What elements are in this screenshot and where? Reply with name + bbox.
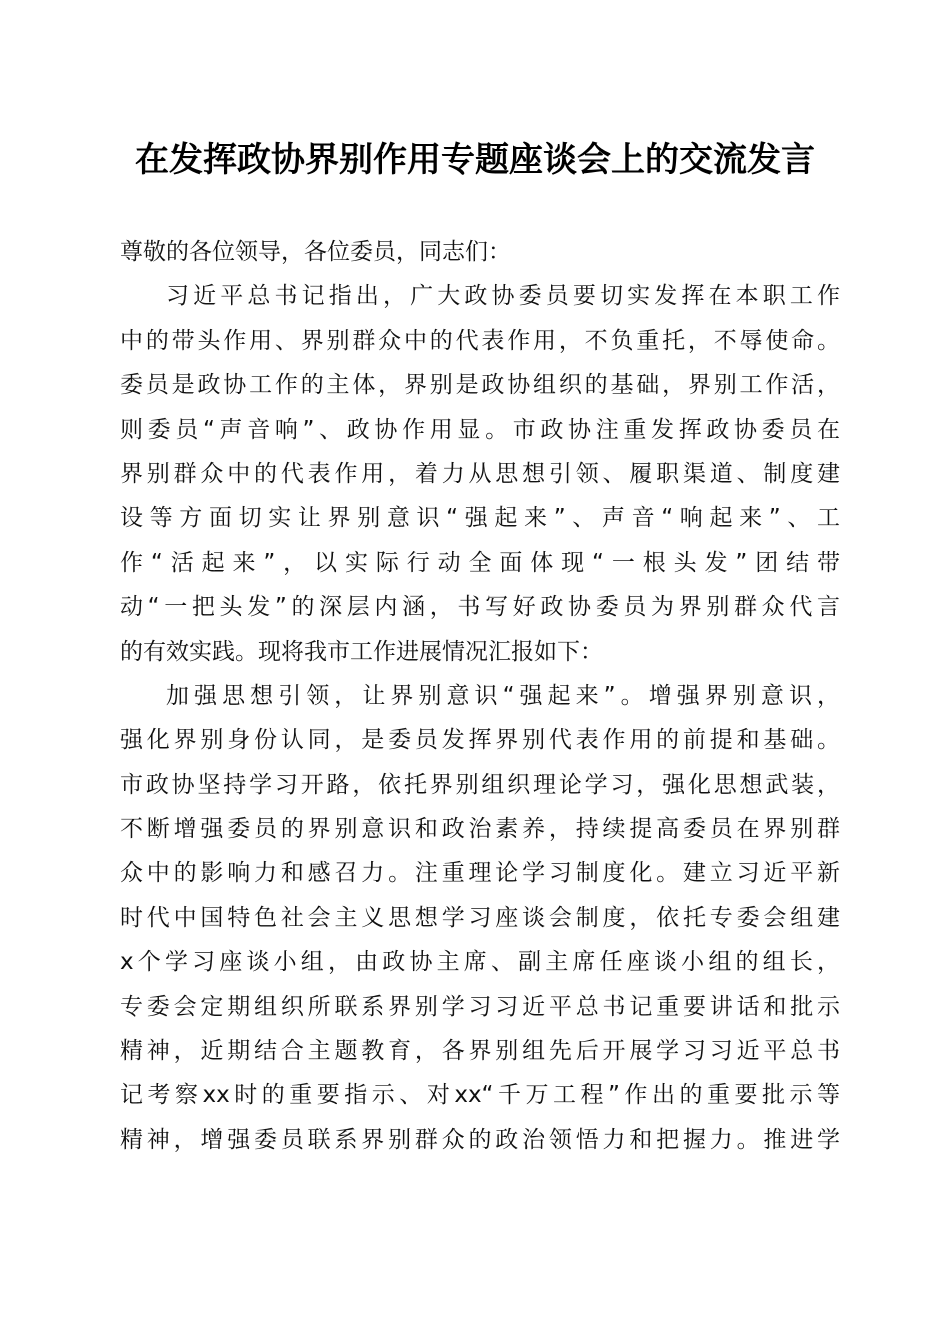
paragraph-line: 中的带头作用、界别群众中的代表作用，不负重托，不辱使命。 — [120, 327, 840, 354]
salutation: 尊敬的各位领导，各位委员，同志们： — [120, 239, 511, 265]
paragraph-line: 动“一把头发”的深层内涵，书写好政协委员为界别群众代言 — [120, 594, 840, 621]
paragraph-line: 众中的影响力和感召力。注重理论学习制度化。建立习近平新 — [120, 860, 840, 887]
paragraph-line: 精神，增强委员联系界别群众的政治领悟力和把握力。推进学 — [120, 1126, 840, 1153]
paragraph-line: 设等方面切实让界别意识“强起来”、声音“响起来”、工 — [120, 505, 840, 532]
paragraph-line: 的有效实践。现将我市工作进展情况汇报如下： — [120, 638, 603, 665]
paragraph-line: 精神，近期结合主题教育，各界别组先后开展学习习近平总书 — [120, 1038, 840, 1065]
paragraph-line: 加强思想引领，让界别意识“强起来”。增强界别意识， — [166, 682, 840, 709]
paragraph-line: 则委员“声音响”、政协作用显。市政协注重发挥政协委员在 — [120, 416, 840, 443]
paragraph-line: 界别群众中的代表作用，着力从思想引领、履职渠道、制度建 — [120, 460, 840, 487]
paragraph-line: 市政协坚持学习开路，依托界别组织理论学习，强化思想武装， — [120, 771, 840, 798]
paragraph-line: 不断增强委员的界别意识和政治素养，持续提高委员在界别群 — [120, 816, 840, 843]
paragraph-line: 委员是政协工作的主体，界别是政协组织的基础，界别工作活， — [120, 372, 840, 399]
paragraph-line: 时代中国特色社会主义思想学习座谈会制度，依托专委会组建 — [120, 904, 840, 931]
paragraph-line: 记考察xx时的重要指示、对xx“千万工程”作出的重要批示等 — [120, 1082, 840, 1109]
document-title: 在发挥政协界别作用专题座谈会上的交流发言 — [135, 140, 815, 180]
paragraph-line: 习近平总书记指出，广大政协委员要切实发挥在本职工作 — [166, 283, 840, 310]
paragraph-line: 专委会定期组织所联系界别学习习近平总书记重要讲话和批示 — [120, 993, 840, 1020]
document-body — [120, 230, 840, 1162]
paragraph-line: 作“活起来”，以实际行动全面体现“一根头发”团结带 — [120, 549, 840, 576]
paragraph-line: x个学习座谈小组，由政协主席、副主席任座谈小组的组长， — [120, 949, 840, 976]
paragraph-line: 强化界别身份认同，是委员发挥界别代表作用的前提和基础。 — [120, 727, 840, 754]
